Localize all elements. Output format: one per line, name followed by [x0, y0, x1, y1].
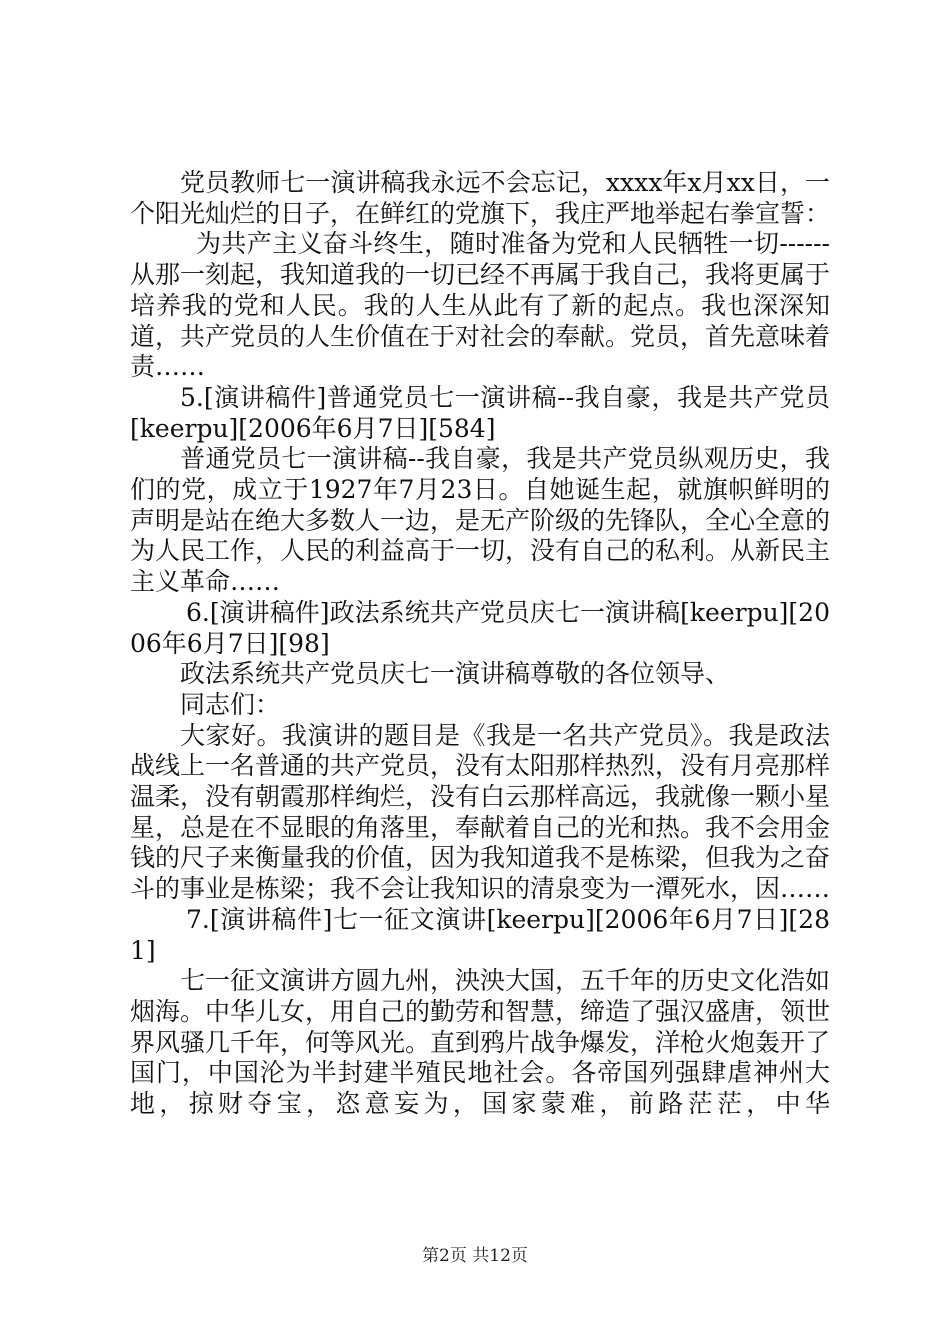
- entry-heading-5: 5.[演讲稿件]普通党员七一演讲稿--我自豪，我是共产党员[keerpu][2006年6月7日][584]: [130, 382, 830, 443]
- entry-heading-6: 6.[演讲稿件]政法系统共产党员庆七一演讲稿[keerpu][2006年6月7日][98]: [130, 597, 830, 658]
- entry-summary-6-line2: 同志们：: [180, 689, 281, 719]
- paragraph-oath: 为共产主义奋斗终生，随时准备为党和人民牺牲一切------从那一刻起，我知道我的一切已经不再属于我自己，我将更属于培养我的党和人民。我的人生从此有了新的起点。我也深深知道，共产党员的人生价值在于对社会的奉献。党员，首先意味着责……: [130, 229, 831, 382]
- entry-summary-6-line1: 政法系统共产党员庆七一演讲稿尊敬的各位领导、: [180, 659, 731, 689]
- document-body: [130, 168, 830, 1120]
- entry-summary-5: 普通党员七一演讲稿--我自豪，我是共产党员纵观历史，我们的党，成立于1927年7月23日。自她诞生起，就旗帜鲜明的声明是站在绝大多数人一边，是无产阶级的先锋队，全心全意的为人民工作，人民的利益高于一切，没有自己的私利。从新民主主义革命……: [130, 444, 831, 597]
- paragraph-intro: 党员教师七一演讲稿我永远不会忘记，xxxx年x月xx日，一个阳光灿烂的日子，在鲜红的党旗下，我庄严地举起右拳宣誓：: [130, 168, 831, 228]
- page-number-footer: 第2页 共12页: [422, 1246, 528, 1266]
- entry-heading-7: 7.[演讲稿件]七一征文演讲[keerpu][2006年6月7日][281]: [130, 904, 830, 965]
- entry-summary-7: 七一征文演讲方圆九州，泱泱大国，五千年的历史文化浩如烟海。中华儿女，用自己的勤劳和智慧，缔造了强汉盛唐，领世界风骚几千年，何等风光。直到鸦片战争爆发，洋枪火炮轰开了国门，中国沦为半封建半殖民地社会。各帝国列强肆虐神州大地，掠财夺宝，恣意妄为，国家蒙难，前路茫茫，中华: [130, 966, 831, 1119]
- entry-summary-6-body: 大家好。我演讲的题目是《我是一名共产党员》。我是政法战线上一名普通的共产党员，没有太阳那样热烈，没有月亮那样温柔，没有朝霞那样绚烂，没有白云那样高远，我就像一颗小星星，总是在不显眼的角落里，奉献着自己的光和热。我不会用金钱的尺子来衡量我的价值，因为我知道我不是栋梁，但我为之奋斗的事业是栋梁；我不会让我知识的清泉变为一潭死水，因……: [130, 720, 831, 904]
